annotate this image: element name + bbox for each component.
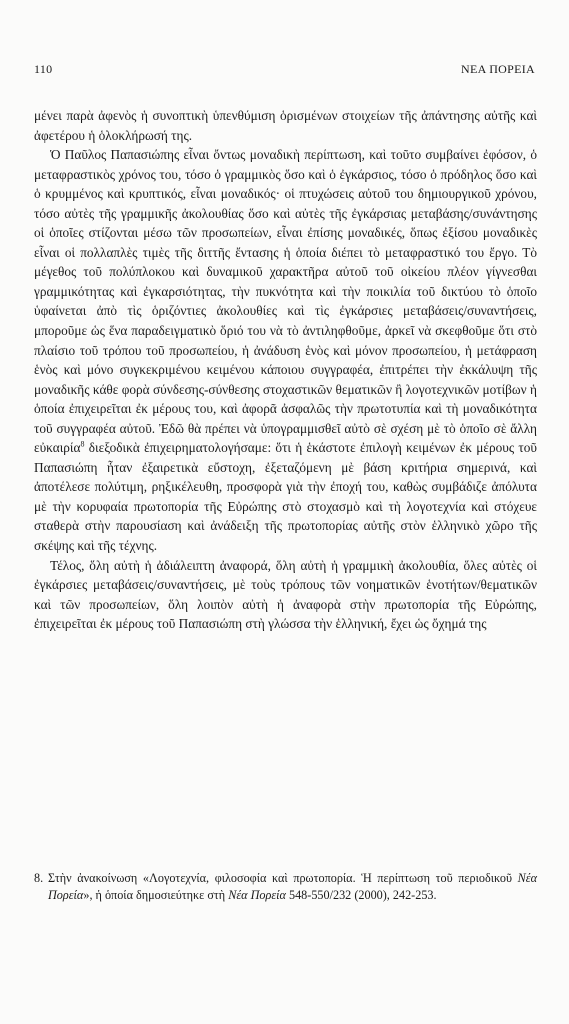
- paragraph-1: μένει παρὰ ἀφενὸς ἡ συνοπτικὴ ὑπενθύμιση ὁρισμένων στοιχείων τῆς ἀπάντησης αὐτῆς καὶ ἀφετέρου ἡ ὁλοκλήρωσή της.: [34, 108, 537, 143]
- paragraph-2-part-a: Ὁ Παῦλος Παπασιώπης εἶναι ὄντως μοναδικὴ περίπτωση, καὶ τοῦτο συμβαίνει ἐφόσον, ὁ μεταφραστικὸς χρόνος του, τόσο ὁ γραμμικὸς ὅσο καὶ ὁ ἐγκάρσιος, τόσο ὁ πρόδηλος ὅσο καὶ ὁ κρυμμένος καὶ κρυπτικός, εἶναι μοναδικός· οἱ πτυχώσεις αὐτοῦ του δημιουργικοῦ χρόνου, τόσο αὐτὲς τῆς γραμμικῆς ἀκολουθίας ὅσο καὶ αὐτὲς τῆς ἐγκάρσιας μεταβάσης/συνάντησης οἱ ὁποῖες στίζονται μέσω τῶν προσωπείων, εἶναι ἐπίσης μοναδικές, ὅπως ἐξίσου μοναδικὲς εἶναι οἱ πολλαπλὲς τιμὲς τῆς διττῆς ἔντασης ἡ ὁποία διέπει τὸ μεταφραστικό του ἔργο. Τὸ μέγεθος τοῦ πολύπλοκου καὶ δυναμικοῦ χαρακτῆρα αὐτοῦ τοῦ οἰκείου πλέον γίγνεσθαι γραμμικότητας καὶ ἐγκαρσιότητας, τὴν πυκνότητα καὶ τὴν ποικιλία τοῦ δικτύου τὸ ὁποῖο ὑφαίνεται ἀπὸ τὶς ὁριζόντιες ἀκολουθίες καὶ τὶς ἐγκάρσιες μεταβάσεις/συναντήσεις, μποροῦμε ὡς ἕνα παραδειγματικὸ ὅριό του νὰ τὸ ἀντιληφθοῦμε, ἀρκεῖ νὰ σκεφθοῦμε ὅτι στὸ πλαίσιο τοῦ τρόπου τοῦ προσωπείου, ἡ ἀνάδυση ἑνὸς καὶ μόνον προσωπείου, ἡ μετάφραση ἑνὸς καὶ μόνο συγκεκριμένου κειμένου κάποιου συγγραφέα, ἐπιτρέπει τὴν ἐκκάλυψη τῆς μοναδικῆς κάθε φορὰ σύνδεσης-σύνθεσης στοχαστικῶν θεματικῶν ἢ λογοτεχνικῶν μοτίβων ἡ ὁποία ἐπιχειρεῖται ἐκ μέρους του, καὶ ἀφορᾶ ἀσφαλῶς τὴν πρωτοτυπία καὶ τὴ μοναδικότητα τοῦ συγγραφέα αὐτοῦ. Ἐδῶ θὰ πρέπει νὰ ὑπογραμμισθεῖ αὐτὸ σὲ σχέση μὲ τὸ ὁποῖο σὲ ἄλλη εὐκαιρία: [34, 147, 537, 456]
- footnote-text: [48, 870, 537, 904]
- footnote-journal-italic-1: Νέα Πορεία: [48, 871, 537, 902]
- footnote-text-c: 548-550/232 (2000), 242-253.: [285, 888, 437, 902]
- footnote-text-b: », ἡ ὁποία δημοσιεύτηκε στὴ: [83, 888, 229, 902]
- journal-title: ΝΕΑ ΠΟΡΕΙΑ: [461, 62, 535, 76]
- paragraph-3: Τέλος, ὅλη αὐτὴ ἡ ἀδιάλειπτη ἀναφορά, ὅλη αὐτὴ ἡ γραμμικὴ ἀκολουθία, ὅλες αὐτὲς οἱ ἐγκάρσιες μεταβάσεις/συναντήσεις, μὲ τοὺς τρόπους τῶν νοηματικῶν ἑνοτήτων/θεματικῶν καὶ τῶν προσωπείων, ὅλη λοιπὸν αὐτὴ ἡ ἀναφορὰ στὴν πρωτοπορία τῆς Εὐρώπης, ἐπιχειρεῖται ἐκ μέρους τοῦ Παπασιώπη στὴ γλώσσα τὴν ἑλληνική, ἔχει ὡς ὄχημά της: [34, 557, 537, 632]
- running-head: [34, 62, 535, 77]
- footnote-ref-8[interactable]: 8: [80, 439, 85, 449]
- footnote-text-a: Στὴν ἀνακοίνωση «Λογοτεχνία, φιλοσοφία καὶ πρωτοπορία. Ἡ περίπτωση τοῦ περιοδικοῦ: [48, 871, 518, 885]
- footnotes: [34, 870, 537, 904]
- footnote-number: 8.: [34, 871, 44, 885]
- footnote-8: [34, 870, 537, 904]
- paragraph-2-part-b: διεξοδικὰ ἐπιχειρηματολογήσαμε: ὅτι ἡ ἑκάστοτε ἐπιλογὴ κειμένων ἐκ μέρους τοῦ Παπασιώπη ἦταν ἐξαιρετικὰ εὔστοχη, ἐξεταζόμενη μὲ βάση κριτήρια σημερινά, καὶ ἀποτέλεσε πολύτιμη, ρηξικέλευθη, προσφορὰ γιὰ τὴν ἐποχή του, καθὼς συμβάδιζε ἀπόλυτα μὲ τὴν κορυφαία πρωτοπορία τῆς Εὐρώπης στὸ στοχασμὸ καὶ τὴ λογοτεχνία καὶ στόχευε σταθερὰ στὴν παρουσίαση καὶ ἀνάδειξη τῆς πρωτοπορίας αὐτῆς στὸν ἑλληνικὸ χῶρο τῆς σκέψης καὶ τῆς τέχνης.: [34, 440, 537, 554]
- footnote-journal-italic-2: Νέα Πορεία: [228, 888, 286, 902]
- body-text: [34, 106, 537, 634]
- page-number: 110: [34, 62, 53, 76]
- paragraph-2: [34, 145, 537, 555]
